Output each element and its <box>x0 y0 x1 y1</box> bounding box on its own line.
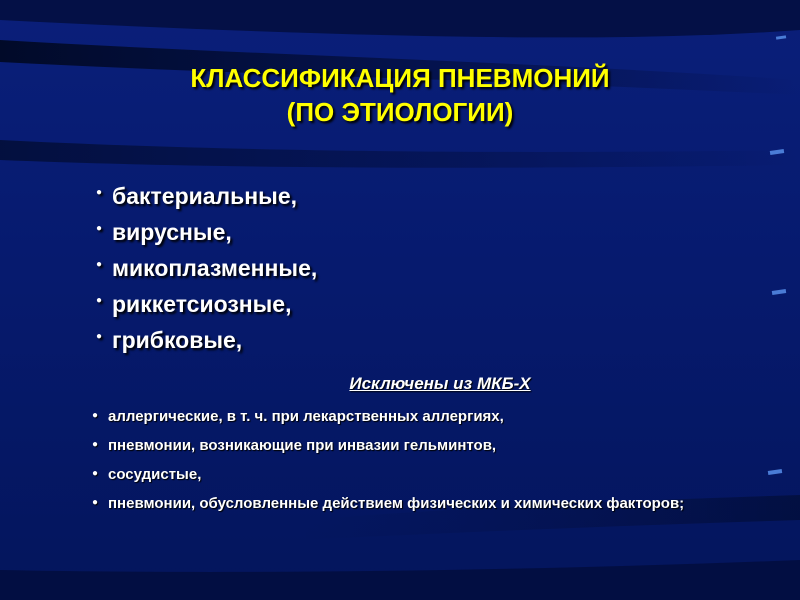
excluded-item <box>92 462 772 488</box>
excluded-heading: Исключены из МКБ-X <box>349 374 531 393</box>
bullet-icon: ● <box>96 223 103 234</box>
list-item-label: вирусные, <box>112 219 232 245</box>
list-item <box>96 214 317 250</box>
edge-tick <box>772 289 786 295</box>
list-item <box>96 178 317 214</box>
streak-2 <box>0 140 800 168</box>
bullet-icon: ● <box>96 295 103 306</box>
list-item <box>96 250 317 286</box>
bullet-icon: ● <box>92 439 99 450</box>
list-item-label: микоплазменные, <box>112 255 318 281</box>
title-line-2: (ПО ЭТИОЛОГИИ) <box>286 96 514 127</box>
excluded-item-label: аллергические, в т. ч. при лекарственных аллергиях, <box>108 408 504 425</box>
excluded-item-label: пневмонии, обусловленные действием физических и химических факторов; <box>108 495 685 512</box>
bullet-icon: ● <box>96 187 103 198</box>
streak-top <box>0 0 800 37</box>
etiology-list <box>96 178 317 358</box>
list-item-label: бактериальные, <box>112 183 298 209</box>
slide-title <box>60 62 740 130</box>
bullet-icon: ● <box>96 331 103 342</box>
excluded-item-label: пневмонии, возникающие при инвазии гельминтов, <box>108 437 497 454</box>
excluded-item <box>92 491 772 516</box>
list-item <box>96 322 317 358</box>
bullet-icon: ● <box>92 468 99 479</box>
excluded-item-label: сосудистые, <box>108 466 202 483</box>
bullet-icon: ● <box>92 497 99 508</box>
excluded-list <box>92 404 772 519</box>
excluded-item <box>92 404 772 430</box>
excluded-item <box>92 433 772 459</box>
list-item-label: риккетсиозные, <box>112 291 292 317</box>
edge-tick <box>776 35 786 39</box>
list-item <box>96 286 317 322</box>
bullet-icon: ● <box>96 259 103 270</box>
list-item-label: грибковые, <box>112 327 243 353</box>
bullet-icon: ● <box>92 410 99 421</box>
title-line-1: КЛАССИФИКАЦИЯ ПНЕВМОНИЙ <box>190 63 610 93</box>
streak-bottom <box>0 560 800 600</box>
